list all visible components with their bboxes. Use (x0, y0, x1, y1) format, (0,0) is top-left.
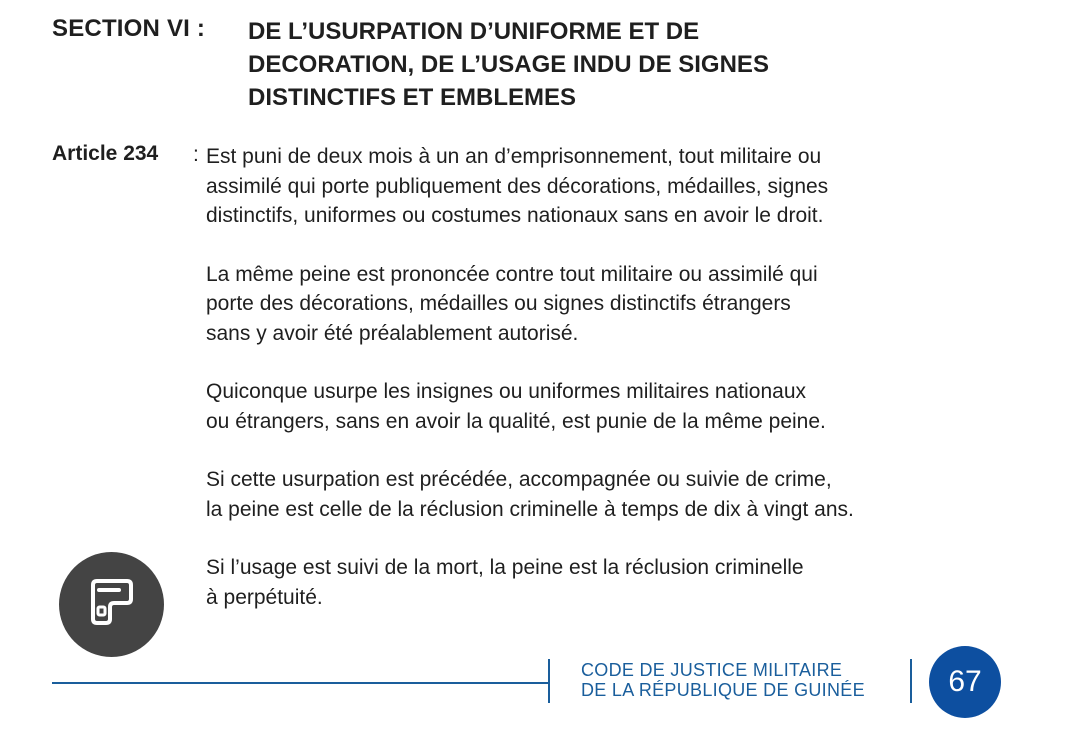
text-line: ou étrangers, sans en avoir la qualité, est punie de la même peine. (206, 409, 826, 433)
text-line: Si cette usurpation est précédée, accompagnée ou suivie de crime, (206, 468, 832, 491)
text-line: assimilé qui porte publiquement des décorations, médailles, signes (206, 174, 829, 198)
text-line: distinctifs, uniformes ou costumes nationaux sans en avoir le droit. (206, 204, 824, 227)
section-title (248, 15, 928, 114)
footer-rule (52, 682, 549, 684)
article-paragraph (206, 142, 966, 231)
text-line: La même peine est prononcée contre tout militaire ou assimilé qui (206, 262, 818, 286)
floating-app-icon (89, 577, 135, 632)
section-title-line: DISTINCTIFS ET EMBLEMES (248, 84, 577, 111)
text-line: à perpétuité. (206, 585, 323, 609)
text-line: sans y avoir été préalablement autorisé. (206, 321, 579, 345)
text-line: Est puni de deux mois à un an d’emprisonnement, tout militaire ou (206, 145, 822, 168)
footer-divider (910, 659, 912, 703)
footer-divider (548, 659, 550, 703)
article-colon: : (193, 143, 199, 166)
footer-code-title (581, 660, 865, 700)
article-label: Article 234 (52, 142, 159, 165)
footer-code-line: CODE DE JUSTICE MILITAIRE (581, 660, 843, 680)
floating-app-button[interactable] (59, 552, 164, 657)
article-paragraph (206, 465, 966, 524)
text-line: Si l’usage est suivi de la mort, la peine est la réclusion criminelle (206, 556, 804, 579)
section-title-line: DECORATION, DE L’USAGE INDU DE SIGNES (248, 51, 769, 78)
section-label: SECTION VI : (52, 15, 206, 42)
text-line: la peine est celle de la réclusion criminelle à temps de dix à vingt ans. (206, 497, 854, 521)
article-paragraph (206, 377, 966, 436)
article-body (206, 142, 966, 641)
article-paragraph (206, 260, 966, 349)
page-number-badge: 67 (929, 646, 1001, 718)
footer-code-line: DE LA RÉPUBLIQUE DE GUINÉE (581, 680, 865, 700)
article-paragraph (206, 553, 966, 612)
text-line: Quiconque usurpe les insignes ou uniformes militaires nationaux (206, 380, 806, 403)
section-title-line: DE L’USURPATION D’UNIFORME ET DE (248, 18, 700, 45)
text-line: porte des décorations, médailles ou signes distinctifs étrangers (206, 292, 791, 315)
